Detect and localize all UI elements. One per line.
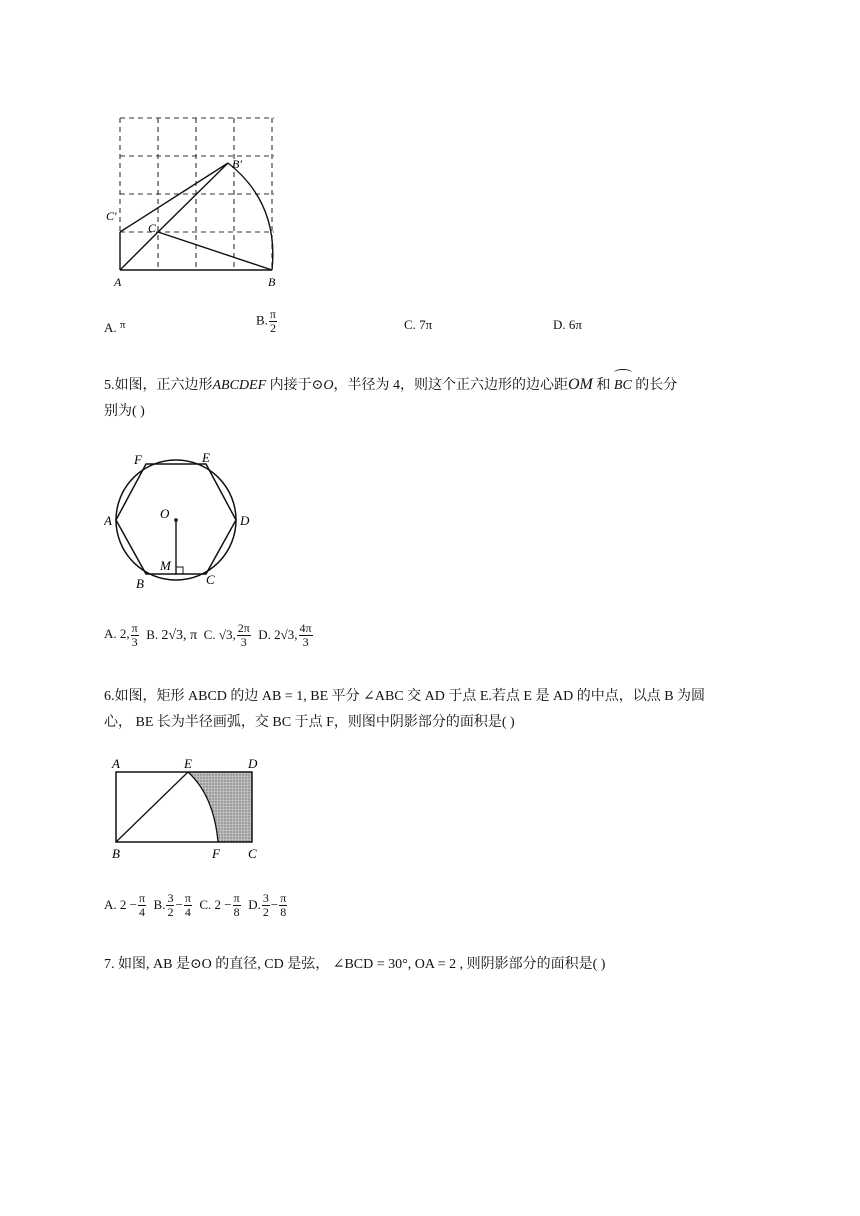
q6-label-A: A <box>112 756 120 771</box>
q6-option-a: A. 2 − $\frac{\pi}{4}$ <box>104 891 146 919</box>
q6-question: 6.如图，矩形 ABCD 的边 AB = 1, BE 平分 ∠ABC 交 AD 于点 E.若点 E 是 AD 的中点，以点 B 为圆 心， BE 长为半径画弧，交 BC 于点 F，则图中阴影部分的面积是( ) <box>104 689 706 730</box>
q4-option-a: A. $^\pi$ <box>104 319 126 335</box>
q4-option-d: D. 6π <box>553 317 582 332</box>
q4-label-C: C <box>148 221 157 235</box>
q5-label-F: F <box>134 452 142 467</box>
q5-label-O: O <box>160 506 170 521</box>
q5-label-E: E <box>202 450 210 465</box>
q6-label-F: F <box>212 846 220 861</box>
q5-option-a: A. 2, $\frac{\pi}{3}$ <box>104 621 138 649</box>
q5-option-b: B. 2√3, π <box>146 627 198 643</box>
q6-label-D: D <box>248 756 258 771</box>
q5-label-C: C <box>206 572 215 587</box>
q7-question: 7. 如图, AB 是⊙O 的直径, CD 是弦， ∠BCD = 30°, OA = 2 , 则阴影部分的面积是( ) <box>104 957 606 972</box>
q5-label-A: A <box>104 513 112 528</box>
q4-label-B-prime: B′ <box>232 157 242 171</box>
q5-label-M: M <box>160 558 171 573</box>
q5-option-c: C. √3, $\frac{2\pi}{3}$ <box>203 621 250 649</box>
q6-option-d: D. $\frac{3}{2}$ − $\frac{\pi}{8}$ <box>248 891 287 919</box>
q6-label-C: C <box>248 846 257 861</box>
q4-grid-figure <box>104 108 290 290</box>
q5-options <box>104 622 314 649</box>
q4-label-C-prime: C′ <box>106 209 117 223</box>
q6-rectangle-figure <box>104 756 270 864</box>
q5-label-B: B <box>136 576 144 590</box>
q5-label-D: D <box>240 513 250 528</box>
q4-option-c: C. 7π <box>404 317 433 332</box>
q6-option-b: B. $\frac{3}{2}$ − $\frac{\pi}{4}$ <box>153 891 191 919</box>
q6-option-c: C. 2 − $\frac{\pi}{8}$ <box>199 891 240 919</box>
q6-label-E: E <box>184 756 192 771</box>
q4-label-A: A <box>114 275 122 289</box>
q5-hexagon-figure <box>104 446 260 590</box>
q5-question: 5.如图，正六边形ABCDEF 内接于⊙O，半径为 4，则这个正六边形的边心距OM 和 BC 的长分 别为( ) <box>104 372 764 425</box>
q4-label-B: B <box>268 275 276 289</box>
q6-options <box>104 892 288 919</box>
q5-option-d: D. 2√3, $\frac{4\pi}{3}$ <box>258 621 312 649</box>
q4-option-b: B. $\frac{\pi}{2}$ <box>256 307 276 335</box>
q6-label-B: B <box>112 846 120 861</box>
